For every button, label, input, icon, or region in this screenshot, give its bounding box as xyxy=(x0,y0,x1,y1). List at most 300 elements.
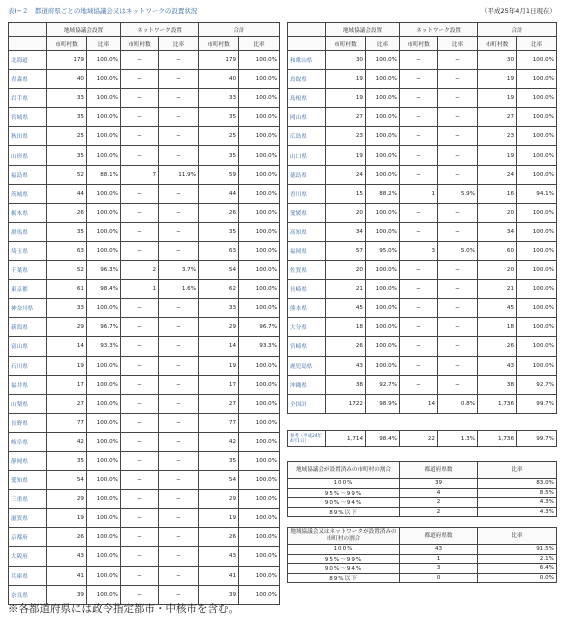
cell-c2: − xyxy=(400,108,438,127)
cell-c3: 16 xyxy=(478,184,517,203)
cell-r2: − xyxy=(159,108,199,127)
cell-c3: 35 xyxy=(199,222,239,241)
cell-c2: − xyxy=(121,241,159,260)
reference-c1: 1,714 xyxy=(326,431,366,447)
cell-r3: 100.0% xyxy=(239,70,280,89)
reference-r2: 1.3% xyxy=(438,431,478,447)
cell-c1: 44 xyxy=(47,184,87,203)
cell-c1: 52 xyxy=(47,261,87,280)
cell-c1: 52 xyxy=(47,165,87,184)
header-group-total: 合計 xyxy=(478,23,557,37)
cell-r3: 100.0% xyxy=(239,509,280,528)
cell-r3: 100.0% xyxy=(517,261,557,280)
prefecture-name: 青森県 xyxy=(9,70,47,89)
cell-c2: 3 xyxy=(400,241,438,260)
cell-r2: − xyxy=(159,337,199,356)
dist2-row-count: 3 xyxy=(400,564,478,574)
table-row xyxy=(9,222,280,241)
cell-c3: 29 xyxy=(199,318,239,337)
cell-r2: − xyxy=(159,566,199,585)
cell-r1: 100.0% xyxy=(366,146,400,165)
cell-c2: − xyxy=(121,471,159,490)
prefecture-name: 静岡県 xyxy=(9,451,47,470)
cell-c1: 33 xyxy=(47,299,87,318)
cell-c1: 42 xyxy=(47,432,87,451)
cell-r1: 100.0% xyxy=(87,222,121,241)
cell-r2: − xyxy=(438,299,478,318)
cell-r2: − xyxy=(438,203,478,222)
prefecture-name: 山梨県 xyxy=(9,394,47,413)
cell-c2: − xyxy=(400,318,438,337)
cell-c2: − xyxy=(400,375,438,394)
header-municipalities: 市町村数 xyxy=(121,37,159,51)
prefecture-name: 茨城県 xyxy=(9,184,47,203)
table-row xyxy=(9,528,280,547)
prefecture-name: 鹿児島県 xyxy=(288,356,326,375)
cell-r2: − xyxy=(159,585,199,604)
cell-r2: − xyxy=(438,337,478,356)
cell-r2: − xyxy=(159,299,199,318)
cell-r2: − xyxy=(159,432,199,451)
prefecture-name: 福島県 xyxy=(9,165,47,184)
table-row xyxy=(288,375,557,394)
cell-c2: − xyxy=(121,108,159,127)
dist2-row-count: 1 xyxy=(400,554,478,564)
cell-c2: − xyxy=(121,337,159,356)
cell-c1: 54 xyxy=(47,471,87,490)
cell-c2: − xyxy=(121,528,159,547)
table-row xyxy=(288,241,557,260)
table-row xyxy=(288,70,557,89)
cell-r3: 100.0% xyxy=(517,70,557,89)
cell-r2: − xyxy=(159,51,199,70)
table-title: 表Ⅰ−２ 都道府県ごとの地域協議会又はネットワークの設置状況 xyxy=(8,7,198,15)
cell-c2: − xyxy=(400,299,438,318)
cell-r2: − xyxy=(159,509,199,528)
cell-c2: − xyxy=(121,394,159,413)
cell-c3: 19 xyxy=(199,509,239,528)
cell-c1: 35 xyxy=(47,108,87,127)
cell-r2: − xyxy=(438,108,478,127)
prefecture-name: 京都府 xyxy=(9,528,47,547)
dist1-header-ratio: 比率 xyxy=(478,462,557,479)
cell-r3: 94.1% xyxy=(517,184,557,203)
cell-c3: 33 xyxy=(199,89,239,108)
cell-c1: 43 xyxy=(326,356,366,375)
prefecture-name: 熊本県 xyxy=(288,299,326,318)
cell-r1: 100.0% xyxy=(366,261,400,280)
cell-c2: − xyxy=(400,222,438,241)
cell-c3: 43 xyxy=(478,356,517,375)
prefecture-name: 福岡県 xyxy=(288,241,326,260)
dist2-header-ratio: 比率 xyxy=(478,528,557,545)
table-row xyxy=(9,509,280,528)
cell-r2: − xyxy=(438,318,478,337)
cell-c3: 1,736 xyxy=(478,394,517,413)
dist1-row-count: 2 xyxy=(400,507,478,517)
table-row xyxy=(288,203,557,222)
cell-r3: 100.0% xyxy=(239,241,280,260)
header-group-council: 地域協議会設置 xyxy=(47,23,121,37)
cell-r2: − xyxy=(159,490,199,509)
cell-c1: 14 xyxy=(47,337,87,356)
cell-c3: 23 xyxy=(478,127,517,146)
cell-c2: − xyxy=(121,89,159,108)
dist2-row-ratio: 6.4% xyxy=(478,564,557,574)
cell-c1: 34 xyxy=(326,222,366,241)
header-municipalities: 市町村数 xyxy=(326,37,366,51)
cell-r1: 100.0% xyxy=(87,241,121,260)
cell-r1: 100.0% xyxy=(366,222,400,241)
cell-c1: 26 xyxy=(47,203,87,222)
cell-r3: 99.7% xyxy=(517,394,557,413)
dist1-header-count: 都道府県数 xyxy=(400,462,478,479)
header-ratio: 比率 xyxy=(366,37,400,51)
prefecture-name: 宮城県 xyxy=(9,108,47,127)
cell-c3: 18 xyxy=(478,318,517,337)
cell-r1: 98.9% xyxy=(366,394,400,413)
cell-r1: 100.0% xyxy=(87,413,121,432)
cell-r1: 100.0% xyxy=(366,356,400,375)
cell-r1: 88.2% xyxy=(366,184,400,203)
cell-r3: 100.0% xyxy=(239,528,280,547)
cell-c1: 41 xyxy=(47,566,87,585)
cell-r3: 100.0% xyxy=(239,413,280,432)
cell-r2: 0.8% xyxy=(438,394,478,413)
dist1-row-ratio: 83.0% xyxy=(478,479,557,489)
cell-c2: 14 xyxy=(400,394,438,413)
cell-r2: − xyxy=(159,471,199,490)
cell-c3: 63 xyxy=(199,241,239,260)
prefecture-name: 徳島県 xyxy=(288,165,326,184)
cell-c1: 35 xyxy=(47,146,87,165)
cell-c3: 40 xyxy=(199,70,239,89)
cell-r3: 100.0% xyxy=(517,51,557,70)
cell-r3: 96.7% xyxy=(239,318,280,337)
cell-r1: 100.0% xyxy=(366,51,400,70)
dist2-row-count: 43 xyxy=(400,545,478,555)
cell-c2: − xyxy=(121,318,159,337)
prefecture-name: 全国計 xyxy=(288,394,326,413)
prefecture-name: 佐賀県 xyxy=(288,261,326,280)
dist2-row-count: 0 xyxy=(400,573,478,583)
cell-r3: 100.0% xyxy=(239,471,280,490)
cell-c2: − xyxy=(400,356,438,375)
cell-r3: 100.0% xyxy=(239,451,280,470)
header-group-total: 合計 xyxy=(199,23,280,37)
cell-r2: − xyxy=(159,413,199,432)
cell-r2: − xyxy=(438,89,478,108)
left-prefecture-table xyxy=(8,22,280,605)
cell-c3: 27 xyxy=(199,394,239,413)
cell-c2: − xyxy=(121,432,159,451)
cell-c1: 33 xyxy=(47,89,87,108)
cell-c2: − xyxy=(400,89,438,108)
cell-r3: 100.0% xyxy=(239,146,280,165)
cell-r1: 100.0% xyxy=(366,165,400,184)
table-row xyxy=(9,184,280,203)
cell-c3: 54 xyxy=(199,261,239,280)
prefecture-name: 岩手県 xyxy=(9,89,47,108)
cell-r3: 92.7% xyxy=(517,375,557,394)
cell-c3: 35 xyxy=(199,146,239,165)
council-distribution-table xyxy=(287,461,557,517)
prefecture-name: 兵庫県 xyxy=(9,566,47,585)
prefecture-name: 和歌山県 xyxy=(288,51,326,70)
cell-c1: 27 xyxy=(47,394,87,413)
table-row xyxy=(9,299,280,318)
cell-c1: 1722 xyxy=(326,394,366,413)
cell-c3: 60 xyxy=(478,241,517,260)
dist2-row-ratio: 2.1% xyxy=(478,554,557,564)
cell-c2: − xyxy=(121,585,159,604)
dist2-row-label: 95%〜99% xyxy=(288,554,400,564)
cell-c3: 26 xyxy=(199,203,239,222)
table-row xyxy=(288,89,557,108)
cell-r3: 100.0% xyxy=(517,337,557,356)
cell-r3: 100.0% xyxy=(517,222,557,241)
cell-r3: 100.0% xyxy=(239,280,280,299)
cell-c1: 30 xyxy=(326,51,366,70)
cell-c2: − xyxy=(121,356,159,375)
dist1-row-count: 39 xyxy=(400,479,478,489)
header-ratio: 比率 xyxy=(438,37,478,51)
table-row xyxy=(9,146,280,165)
cell-c2: − xyxy=(400,261,438,280)
table-row xyxy=(288,184,557,203)
cell-c2: − xyxy=(121,375,159,394)
prefecture-name: 岡山県 xyxy=(288,108,326,127)
cell-c3: 19 xyxy=(478,70,517,89)
cell-r2: − xyxy=(438,165,478,184)
cell-r2: − xyxy=(438,261,478,280)
cell-r3: 100.0% xyxy=(239,566,280,585)
prefecture-name: 新潟県 xyxy=(9,318,47,337)
cell-c2: − xyxy=(400,51,438,70)
cell-c2: − xyxy=(121,566,159,585)
cell-c3: 20 xyxy=(478,261,517,280)
cell-r1: 100.0% xyxy=(87,509,121,528)
cell-r1: 100.0% xyxy=(87,184,121,203)
header-municipalities: 市町村数 xyxy=(478,37,517,51)
dist2-row-ratio: 0.0% xyxy=(478,573,557,583)
header-group-council: 地域協議会設置 xyxy=(326,23,400,37)
footnote: ※各都道府県には政令指定都市・中核市を含む。 xyxy=(8,603,239,615)
cell-c3: 35 xyxy=(199,451,239,470)
cell-r3: 100.0% xyxy=(239,547,280,566)
table-row xyxy=(9,471,280,490)
dist2-header-count: 都道府県数 xyxy=(400,528,478,545)
reference-r3: 99.7% xyxy=(517,431,557,447)
dist2-header-label: 地域協議会又はネットワークが設置済みの市町村の割合 xyxy=(288,528,400,545)
header-blank xyxy=(9,23,47,37)
cell-r1: 96.3% xyxy=(87,261,121,280)
header-blank xyxy=(288,23,326,37)
prefecture-name: 秋田県 xyxy=(9,127,47,146)
prefecture-name: 福井県 xyxy=(9,375,47,394)
cell-r1: 100.0% xyxy=(87,203,121,222)
cell-c1: 20 xyxy=(326,203,366,222)
cell-r2: − xyxy=(159,241,199,260)
table-row xyxy=(9,241,280,260)
cell-r1: 98.4% xyxy=(87,280,121,299)
cell-c1: 45 xyxy=(326,299,366,318)
dist2-row-label: 100% xyxy=(288,545,400,555)
cell-c3: 26 xyxy=(478,337,517,356)
cell-r3: 100.0% xyxy=(517,299,557,318)
cell-r2: − xyxy=(159,547,199,566)
cell-c1: 25 xyxy=(47,127,87,146)
prefecture-name: 石川県 xyxy=(9,356,47,375)
cell-r2: − xyxy=(438,146,478,165)
cell-c1: 61 xyxy=(47,280,87,299)
cell-c2: − xyxy=(400,280,438,299)
cell-r1: 92.7% xyxy=(366,375,400,394)
cell-r1: 100.0% xyxy=(87,127,121,146)
prefecture-name: 栃木県 xyxy=(9,203,47,222)
table-row xyxy=(9,70,280,89)
table-row xyxy=(9,490,280,509)
prefecture-name: 山形県 xyxy=(9,146,47,165)
cell-c1: 26 xyxy=(326,337,366,356)
cell-r1: 100.0% xyxy=(87,585,121,604)
dist1-row-label: 95%〜99% xyxy=(288,488,400,498)
dist1-row-ratio: 4.3% xyxy=(478,498,557,508)
cell-c1: 27 xyxy=(326,108,366,127)
cell-r1: 100.0% xyxy=(87,528,121,547)
cell-c3: 21 xyxy=(478,280,517,299)
prefecture-name: 広島県 xyxy=(288,127,326,146)
reference-label: 参考（平成24年4月1日） xyxy=(288,431,326,447)
reference-c2: 22 xyxy=(400,431,438,447)
cell-r3: 100.0% xyxy=(517,203,557,222)
cell-c3: 19 xyxy=(478,89,517,108)
header-blank xyxy=(288,37,326,51)
prefecture-name: 群馬県 xyxy=(9,222,47,241)
cell-r3: 100.0% xyxy=(517,280,557,299)
table-row xyxy=(9,280,280,299)
table-row xyxy=(9,413,280,432)
cell-r3: 100.0% xyxy=(239,432,280,451)
cell-r1: 95.0% xyxy=(366,241,400,260)
cell-c1: 179 xyxy=(47,51,87,70)
dist2-row-ratio: 91.5% xyxy=(478,545,557,555)
cell-r1: 100.0% xyxy=(87,432,121,451)
table-row xyxy=(9,318,280,337)
prefecture-name: 滋賀県 xyxy=(9,509,47,528)
cell-c2: 2 xyxy=(121,261,159,280)
table-row xyxy=(9,89,280,108)
header-ratio: 比率 xyxy=(239,37,280,51)
table-row xyxy=(288,318,557,337)
prefecture-name: 香川県 xyxy=(288,184,326,203)
cell-r3: 100.0% xyxy=(239,222,280,241)
cell-r2: − xyxy=(438,356,478,375)
cell-r1: 100.0% xyxy=(87,566,121,585)
cell-r2: − xyxy=(438,280,478,299)
cell-c3: 25 xyxy=(199,127,239,146)
prefecture-name: 大阪府 xyxy=(9,547,47,566)
cell-r2: 11.9% xyxy=(159,165,199,184)
cell-c2: − xyxy=(121,203,159,222)
cell-c2: − xyxy=(121,299,159,318)
header-group-network: ネットワーク設置 xyxy=(121,23,199,37)
cell-c3: 41 xyxy=(199,566,239,585)
cell-c2: − xyxy=(121,70,159,89)
dist1-row-label: 89%以下 xyxy=(288,507,400,517)
dist1-row-label: 90%〜94% xyxy=(288,498,400,508)
cell-r2: − xyxy=(159,127,199,146)
cell-r1: 100.0% xyxy=(366,337,400,356)
cell-c2: − xyxy=(121,127,159,146)
cell-c3: 179 xyxy=(199,51,239,70)
header-municipalities: 市町村数 xyxy=(199,37,239,51)
cell-c3: 27 xyxy=(478,108,517,127)
table-row xyxy=(288,394,557,413)
cell-r1: 100.0% xyxy=(87,299,121,318)
cell-r2: − xyxy=(159,146,199,165)
cell-r2: − xyxy=(159,451,199,470)
reference-r1: 98.4% xyxy=(366,431,400,447)
table-row xyxy=(288,165,557,184)
cell-c1: 40 xyxy=(47,70,87,89)
cell-c1: 43 xyxy=(47,547,87,566)
table-row xyxy=(288,280,557,299)
table-row xyxy=(9,566,280,585)
prefecture-name: 奈良県 xyxy=(9,585,47,604)
table-row xyxy=(9,432,280,451)
prefecture-name: 岐阜県 xyxy=(9,432,47,451)
cell-r1: 100.0% xyxy=(366,203,400,222)
cell-c3: 14 xyxy=(199,337,239,356)
cell-r1: 100.0% xyxy=(87,471,121,490)
cell-c1: 63 xyxy=(47,241,87,260)
prefecture-name: 大分県 xyxy=(288,318,326,337)
cell-c2: 1 xyxy=(121,280,159,299)
cell-c1: 19 xyxy=(47,509,87,528)
cell-r2: − xyxy=(438,222,478,241)
cell-c1: 38 xyxy=(326,375,366,394)
cell-c1: 35 xyxy=(47,451,87,470)
dist1-row-ratio: 8.5% xyxy=(478,488,557,498)
cell-c3: 54 xyxy=(199,471,239,490)
cell-r1: 100.0% xyxy=(87,356,121,375)
cell-r3: 100.0% xyxy=(239,261,280,280)
cell-r1: 93.3% xyxy=(87,337,121,356)
table-row xyxy=(288,127,557,146)
cell-r1: 100.0% xyxy=(87,51,121,70)
cell-r3: 100.0% xyxy=(239,127,280,146)
table-row xyxy=(9,356,280,375)
prefecture-name: 三重県 xyxy=(9,490,47,509)
table-row xyxy=(288,337,557,356)
cell-c3: 19 xyxy=(478,146,517,165)
table-row xyxy=(9,547,280,566)
cell-r2: 5.9% xyxy=(438,184,478,203)
cell-c2: − xyxy=(121,184,159,203)
cell-c3: 20 xyxy=(478,203,517,222)
cell-r2: − xyxy=(159,318,199,337)
cell-c3: 17 xyxy=(199,375,239,394)
cell-c1: 29 xyxy=(47,318,87,337)
cell-c1: 19 xyxy=(326,146,366,165)
cell-c1: 57 xyxy=(326,241,366,260)
cell-c3: 44 xyxy=(199,184,239,203)
table-row xyxy=(9,261,280,280)
dist1-row-ratio: 4.3% xyxy=(478,507,557,517)
cell-r2: − xyxy=(438,70,478,89)
cell-c1: 19 xyxy=(326,89,366,108)
